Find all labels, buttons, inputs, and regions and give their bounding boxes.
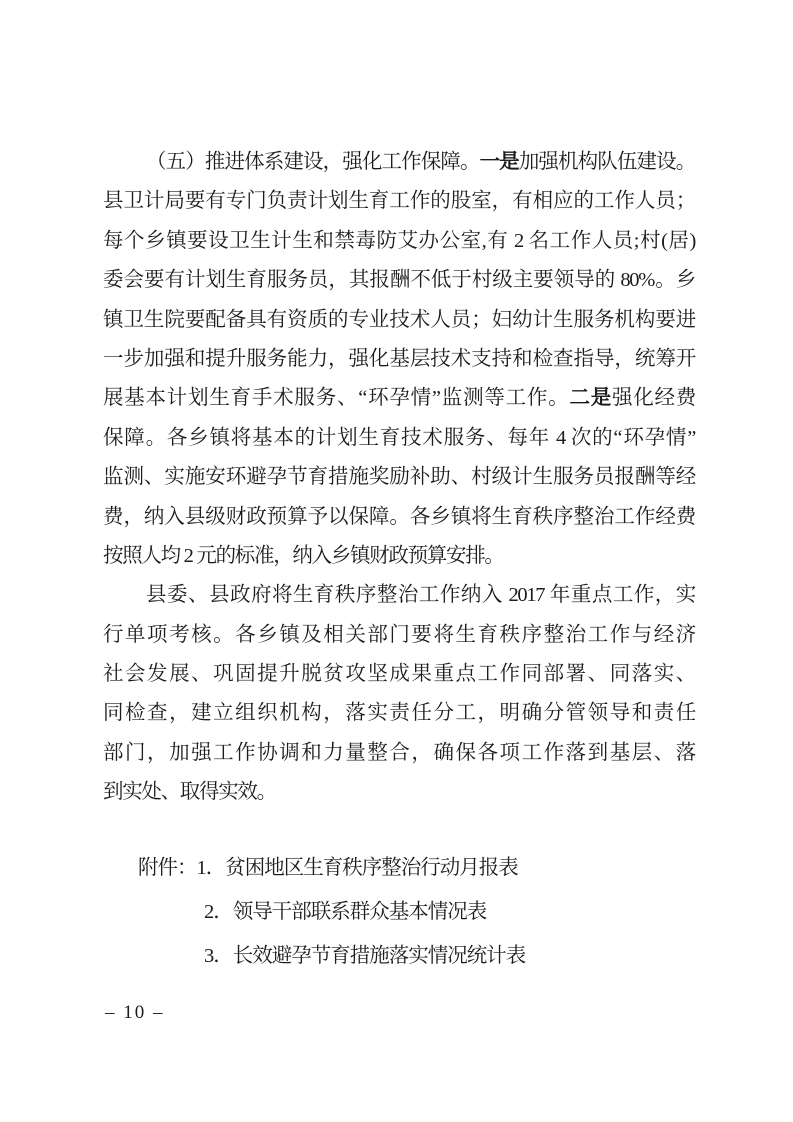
attachment-item: 3．长效避孕节育措施落实情况统计表 <box>204 945 526 967</box>
body-text: 保障。各乡镇将基本的计划生育技术服务、每年 4 次的“环孕情” <box>103 426 695 449</box>
body-text: 委会要有计划生育服务员，其报酬不低于村级主要领导的 80%。乡 <box>103 269 695 292</box>
text-line <box>103 261 695 300</box>
text-line <box>103 143 695 182</box>
attachment-item: 2．领导干部联系群众基本情况表 <box>204 901 487 923</box>
body-text: 展基本计划生育手术服务、“环孕情”监测等工作。 <box>103 387 570 410</box>
body-text: 部门，加强工作协调和力量整合，确保各项工作落到基层、落 <box>103 741 695 764</box>
text-line <box>103 655 695 694</box>
text-line <box>103 576 695 615</box>
body-text: （五）推进体系建设，强化工作保障。 <box>146 151 480 173</box>
emphasis-text: 一是 <box>479 151 519 173</box>
text-line <box>103 340 695 379</box>
attachments-label: 附件： <box>138 857 197 879</box>
body-text: 按照人均 2 元的标准，纳入乡镇财政预算安排。 <box>103 544 504 567</box>
body-text: 加强机构队伍建设。 <box>518 151 695 173</box>
body-text: 同检查，建立组织机构，落实责任分工，明确分管领导和责任 <box>103 702 695 725</box>
text-line <box>103 182 695 221</box>
body-text: 每个乡镇要设卫生计生和禁毒防艾办公室,有 2 名工作人员;村(居) <box>103 229 695 252</box>
text-line <box>103 734 695 773</box>
text-line <box>103 694 695 733</box>
body-text: 镇卫生院要配备具有资质的专业技术人员；妇幼计生服务机构要进 <box>103 308 695 331</box>
text-line <box>103 222 695 261</box>
text-line <box>103 379 695 418</box>
document-body <box>103 143 695 813</box>
text-line <box>103 498 695 537</box>
body-text: 县委、县政府将生育秩序整治工作纳入 2017 年重点工作，实 <box>146 584 695 607</box>
text-line <box>103 458 695 497</box>
body-text: 行单项考核。各乡镇及相关部门要将生育秩序整治工作与经济 <box>103 623 695 646</box>
body-text: 费，纳入县级财政预算予以保障。各乡镇将生育秩序整治工作经费 <box>103 505 695 528</box>
body-text: 社会发展、巩固提升脱贫攻坚成果重点工作同部署、同落实、 <box>103 663 695 686</box>
attachment-line <box>138 934 525 978</box>
attachment-line <box>138 890 525 934</box>
body-text: 到实处、取得实效。 <box>103 781 276 804</box>
body-text: 监测、实施安环避孕节育措施奖励补助、村级计生服务员报酬等经 <box>103 466 695 489</box>
body-text: 强化经费 <box>611 387 695 410</box>
text-line <box>103 773 695 812</box>
text-line <box>103 301 695 340</box>
text-line <box>103 419 695 458</box>
body-text: 县卫计局要有专门负责计划生育工作的股室，有相应的工作人员； <box>103 190 695 213</box>
attachment-item: 1．贫困地区生育秩序整治行动月报表 <box>196 857 518 879</box>
attachment-line <box>138 846 525 890</box>
text-line <box>103 537 695 576</box>
attachments-block <box>138 846 525 978</box>
page-number: – 10 – <box>105 1002 165 1023</box>
text-line <box>103 616 695 655</box>
body-text: 一步加强和提升服务能力，强化基层技术支持和检查指导，统筹开 <box>103 347 695 370</box>
emphasis-text: 二是 <box>569 387 612 410</box>
